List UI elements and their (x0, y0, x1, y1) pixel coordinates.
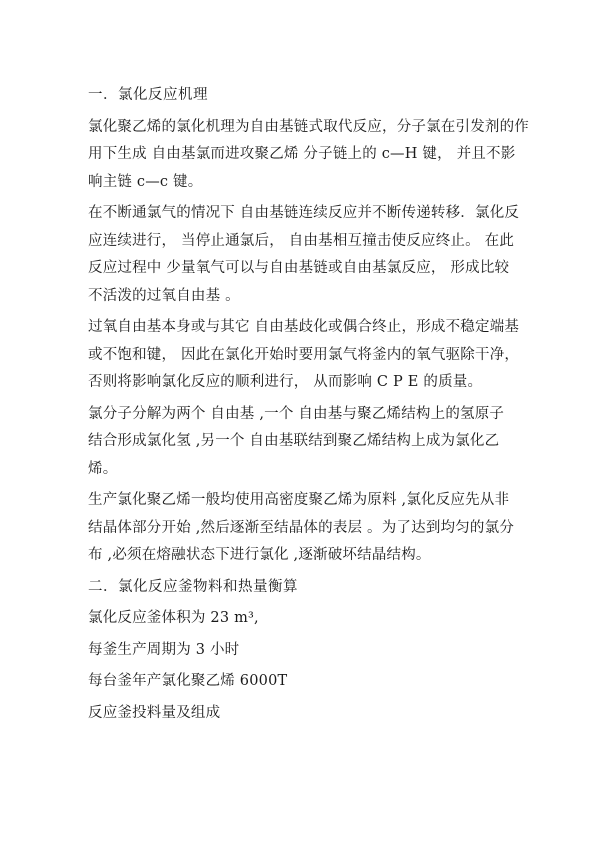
paragraph-chlorine-decomposition (88, 401, 520, 484)
feed-composition: 反应釜投料量及组成 (88, 704, 221, 721)
paragraph-line: 氯分子分解为两个 自由基 ,一个 自由基与聚乙烯结构上的氢原子 (88, 405, 505, 422)
paragraph-line: 生产氯化聚乙烯一般均使用高密度聚乙烯为原料 ,氯化反应先从非 (88, 492, 510, 508)
paragraph-line: 烯。 (88, 460, 118, 477)
paragraph-line: 结晶体部分开始 ,然后逐渐至结晶体的表层 。为了达到均匀的氯分 (88, 519, 515, 536)
production-cycle: 每釜生产周期为 3 小时 (88, 641, 240, 658)
paragraph-line: 结合形成氯化氢 ,另一个 自由基联结到聚乙烯结构上成为氯化乙 (88, 433, 500, 449)
paragraph-line: 否则将影响氯化反应的顺利进行， 从而影响 C P E 的质量。 (88, 374, 483, 390)
section-heading-2: 二．氯化反应釜物料和热量衡算 (88, 578, 298, 595)
paragraph-line: 响主链 c—c 键。 (88, 173, 203, 190)
paragraph-chain-reaction (88, 200, 520, 310)
paragraph-line: 过氧自由基本身或与其它 自由基歧化或偶合终止，形成不稳定端基 (88, 319, 520, 335)
paragraph-line: 反应过程中 少量氧气可以与自由基链或自由基氯反应， 形成比较 (88, 260, 510, 276)
paragraph-line: 氯化聚乙烯的氯化机理为自由基链式取代反应，分子氯在引发剂的作 (88, 118, 529, 135)
paragraph-peroxy-radical (88, 314, 520, 397)
paragraph-chlorination-mechanism (88, 114, 529, 197)
paragraph-line: 应连续进行， 当停止通氯后， 自由基相互撞击使反应终止。 在此 (88, 232, 515, 249)
paragraph-line: 在不断通氯气的情况下 自由基链连续反应并不断传递转移．氯化反 (88, 205, 520, 221)
paragraph-line: 或不饱和键， 因此在氯化开始时要用氯气将釜内的氧气驱除干净， (88, 346, 520, 363)
annual-output: 每台釜年产氯化聚乙烯 6000T (88, 673, 288, 689)
paragraph-line: 布 ,必须在熔融状态下进行氯化 ,逐渐破坏结晶结构。 (88, 547, 431, 563)
paragraph-line: 不活泼的过氧自由基 。 (88, 287, 240, 304)
document-page (88, 82, 529, 727)
paragraph-production (88, 487, 520, 570)
paragraph-line: 用下生成 自由基氯而进攻聚乙烯 分子链上的 c—H 键， 并且不影 (88, 146, 516, 162)
reactor-volume: 氯化反应釜体积为 23 m³, (88, 610, 259, 626)
section-heading-1: 一．氯化反应机理 (88, 87, 208, 103)
